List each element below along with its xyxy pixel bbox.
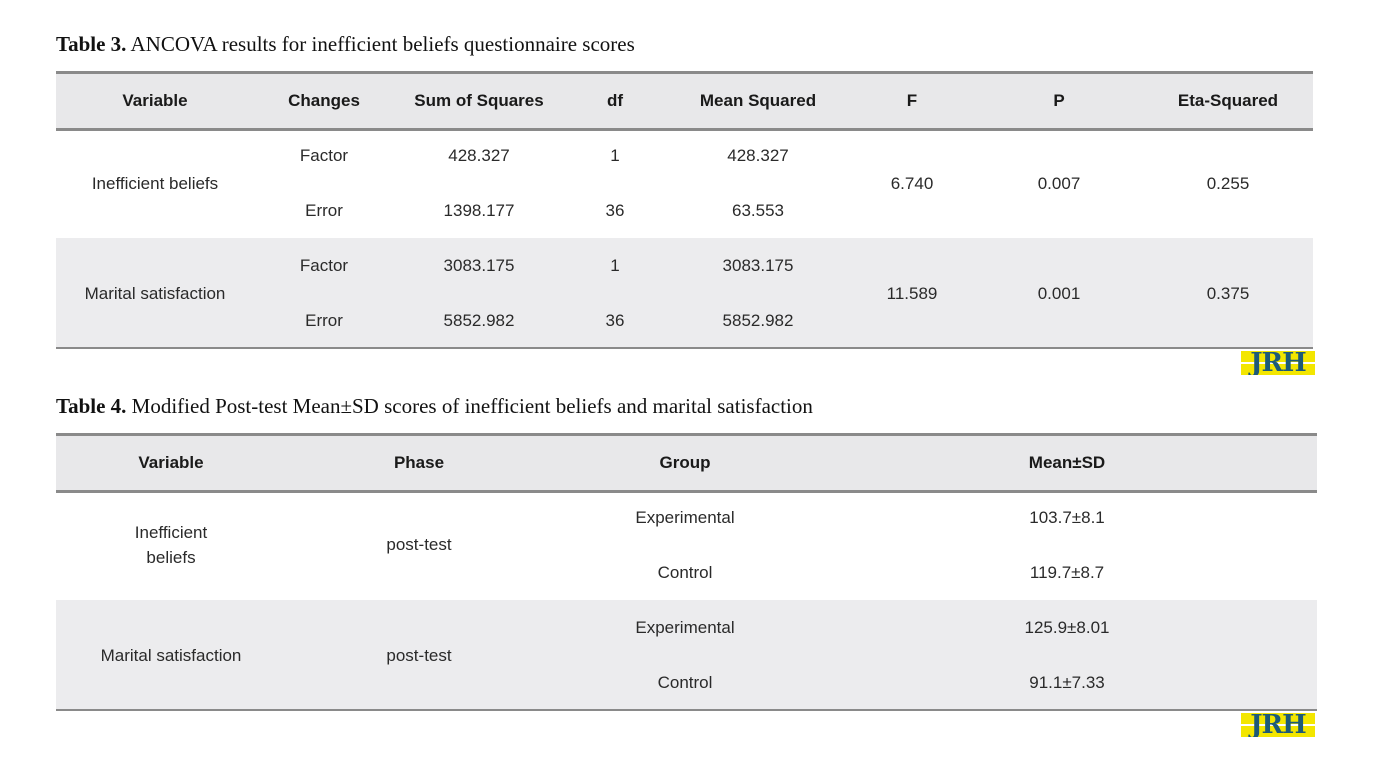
table4-caption-label: Table 4. xyxy=(56,394,127,418)
table3-variable-cell: Inefficient beliefs xyxy=(91,174,219,193)
table4-header-row xyxy=(56,433,1317,493)
table3-header-eta-squared: Eta-Squared xyxy=(1177,91,1279,110)
table3-header-f: F xyxy=(906,91,918,110)
table3-caption-text: ANCOVA results for inefficient beliefs questionnaire scores xyxy=(126,32,635,56)
table4-caption-text: Modified Post-test Mean±SD scores of inefficient beliefs and marital satisfaction xyxy=(126,394,813,418)
table3-header-row xyxy=(56,71,1313,131)
table3-ms-cell: 3083.175 xyxy=(722,256,794,275)
table3-ms-cell: 5852.982 xyxy=(722,311,794,330)
table3-eta-cell: 0.255 xyxy=(1206,174,1250,193)
table3-ss-cell: 5852.982 xyxy=(443,311,515,330)
table4-header-mean-sd: Mean±SD xyxy=(1028,453,1106,472)
table4-group-cell: Control xyxy=(657,563,713,582)
table3-change-cell: Error xyxy=(305,311,343,330)
table3-df-cell: 36 xyxy=(605,201,625,220)
table3-ss-cell: 3083.175 xyxy=(443,256,515,275)
table3-header-sum-of-squares: Sum of Squares xyxy=(414,91,544,110)
table4-mean-sd-cell: 125.9±8.01 xyxy=(1024,618,1110,637)
table4-group-cell: Experimental xyxy=(635,618,735,637)
table3-p-cell: 0.007 xyxy=(1037,174,1081,193)
table3-header-variable: Variable xyxy=(122,91,188,110)
table3-f-cell: 6.740 xyxy=(890,174,934,193)
table3-ms-cell: 428.327 xyxy=(727,146,789,165)
table4-mean-sd-cell: 119.7±8.7 xyxy=(1029,563,1105,582)
table3-header-p: P xyxy=(1053,91,1065,110)
table3-p-cell: 0.001 xyxy=(1037,284,1081,303)
table3-change-cell: Factor xyxy=(299,146,349,165)
table4-header-variable: Variable xyxy=(138,453,204,472)
table3-f-cell: 11.589 xyxy=(886,284,938,303)
table3-group-inefficient-beliefs xyxy=(56,128,1313,238)
table3-ms-cell: 63.553 xyxy=(732,201,784,220)
table3-header-df: df xyxy=(606,91,624,110)
table3-df-cell: 1 xyxy=(610,256,620,275)
table4-mean-sd-cell: 91.1±7.33 xyxy=(1029,673,1105,692)
table4-caption xyxy=(56,394,813,419)
table3-change-cell: Error xyxy=(305,201,343,220)
table3-header-changes: Changes xyxy=(288,91,360,110)
table4-phase-cell: post-test xyxy=(386,535,452,554)
table3-eta-cell: 0.375 xyxy=(1206,284,1250,303)
table3-caption-label: Table 3. xyxy=(56,32,127,56)
jrh-logo: JRH xyxy=(1241,351,1315,375)
table3-df-cell: 1 xyxy=(610,146,620,165)
table4-mean-sd-cell: 103.7±8.1 xyxy=(1029,508,1105,527)
table4-variable-cell: beliefs xyxy=(146,548,196,567)
table3-ss-cell: 1398.177 xyxy=(443,201,515,220)
table4-header-phase: Phase xyxy=(393,453,445,472)
table3-group-marital-satisfaction xyxy=(56,238,1313,348)
table4-phase-cell: post-test xyxy=(386,646,452,665)
table4-bottom-rule xyxy=(56,709,1317,711)
table4-group-cell: Control xyxy=(657,673,713,692)
table3-variable-cell: Marital satisfaction xyxy=(84,284,226,303)
table3-bottom-rule xyxy=(56,347,1313,349)
table4-variable-cell: Marital satisfaction xyxy=(100,646,242,665)
table3-change-cell: Factor xyxy=(299,256,349,275)
table4 xyxy=(56,433,1317,712)
table4-group-cell: Experimental xyxy=(635,508,735,527)
table4-group-inefficient-beliefs xyxy=(56,490,1317,600)
table4-group-marital-satisfaction xyxy=(56,600,1317,710)
table3 xyxy=(56,71,1313,350)
table4-header-group: Group xyxy=(659,453,711,472)
jrh-logo: JRH xyxy=(1241,713,1315,737)
table3-df-cell: 36 xyxy=(605,311,625,330)
table3-caption xyxy=(56,32,635,57)
table3-ss-cell: 428.327 xyxy=(448,146,510,165)
table3-header-mean-squared: Mean Squared xyxy=(699,91,817,110)
table4-variable-cell: Inefficient xyxy=(134,523,208,542)
